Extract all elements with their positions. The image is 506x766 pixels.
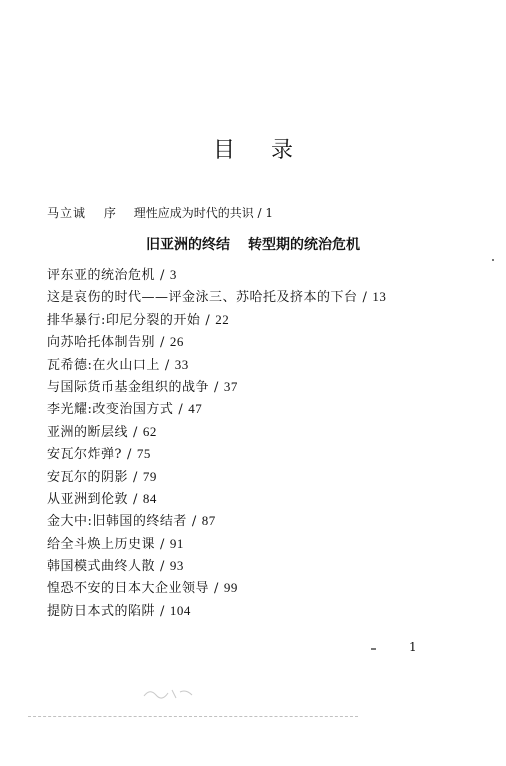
toc-entry-separator: / — [160, 536, 165, 552]
toc-entry-page: 3 — [169, 267, 177, 282]
section-heading-part-1: 旧亚洲的终结 — [146, 237, 230, 253]
toc-entry-separator: / — [133, 491, 138, 507]
toc-entry-page: 87 — [201, 513, 216, 529]
toc-entry-title: 提防日本式的陷阱 — [47, 603, 156, 619]
section-heading — [0, 234, 506, 254]
page-title-char-2: 录 — [271, 138, 294, 163]
scan-line — [28, 716, 358, 718]
toc-entry — [47, 466, 386, 488]
preface-entry — [47, 204, 273, 221]
toc-entry-page: 93 — [169, 558, 184, 574]
toc-entry-separator: / — [126, 447, 132, 463]
toc-entry-page: 91 — [169, 535, 184, 551]
toc-entry-separator: / — [133, 424, 138, 440]
toc-entry-page: 99 — [223, 580, 238, 596]
toc-entry-separator: / — [214, 379, 219, 395]
toc-entry — [47, 577, 386, 599]
toc-entry-title: 惶恐不安的日本大企业领导 — [47, 581, 210, 597]
preface-page: 1 — [265, 206, 274, 220]
toc-entry-separator: / — [191, 514, 197, 530]
toc-entry-separator: / — [164, 357, 170, 373]
scan-speck — [492, 259, 494, 261]
toc-entry — [47, 421, 386, 443]
toc-entry-separator: / — [160, 603, 165, 619]
scan-speck — [371, 648, 376, 650]
toc-entry-title: 评东亚的统治危机 — [47, 268, 156, 283]
toc-entry-title: 亚洲的断层线 — [47, 424, 129, 440]
toc-entry — [47, 309, 386, 331]
preface-title: 理性应成为时代的共识 — [133, 206, 254, 220]
toc-entry — [47, 286, 386, 308]
toc-entry-separator: / — [205, 312, 211, 328]
toc-list — [47, 264, 386, 622]
toc-entry-page: 37 — [223, 378, 238, 394]
toc-entry-page: 13 — [372, 289, 387, 305]
toc-entry-separator: / — [160, 268, 165, 283]
toc-entry-page: 62 — [142, 423, 157, 439]
toc-entry-title: 金大中:旧韩国的终结者 — [47, 514, 187, 530]
toc-entry-page: 84 — [142, 490, 157, 506]
toc-entry-title: 向苏哈托体制告别 — [47, 335, 156, 351]
toc-entry-page: 104 — [169, 602, 191, 618]
toc-entry-page: 47 — [188, 401, 203, 417]
toc-entry — [47, 600, 386, 622]
toc-entry — [47, 354, 386, 376]
toc-entry-title: 从亚洲到伦敦 — [47, 491, 129, 507]
toc-entry-page: 26 — [169, 334, 184, 350]
toc-entry-title: 安瓦尔炸弹? — [47, 447, 122, 463]
page-title — [0, 133, 506, 164]
toc-entry-title: 安瓦尔的阴影 — [47, 469, 129, 485]
section-heading-part-2: 转型期的统治危机 — [248, 237, 360, 253]
toc-entry — [47, 510, 386, 532]
toc-entry — [47, 264, 386, 286]
toc-entry — [47, 533, 386, 555]
toc-entry-separator: / — [160, 559, 165, 575]
toc-entry-title: 排华暴行:印尼分裂的开始 — [47, 312, 201, 328]
toc-entry — [47, 331, 386, 353]
toc-entry-title: 李光耀:改变治国方式 — [47, 402, 174, 418]
toc-entry-page: 75 — [136, 446, 151, 462]
toc-entry-title: 韩国模式曲终人散 — [47, 559, 156, 575]
toc-entry-title: 给全斗焕上历史课 — [47, 536, 156, 552]
preface-separator: / — [257, 206, 262, 220]
toc-entry-separator: / — [133, 469, 138, 485]
scan-smudge — [140, 686, 196, 700]
toc-entry-title: 这是哀伤的时代——评金泳三、苏哈托及挤本的下台 — [47, 290, 358, 306]
toc-entry — [47, 555, 386, 577]
toc-entry-separator: / — [160, 335, 165, 351]
toc-entry-separator: / — [214, 581, 219, 597]
preface-author: 马立诚 — [47, 206, 87, 220]
page-number: 1 — [409, 640, 417, 654]
toc-entry-title: 与国际货币基金组织的战争 — [47, 379, 210, 395]
toc-entry-separator: / — [178, 402, 184, 418]
toc-entry — [47, 376, 386, 398]
toc-entry — [47, 488, 386, 510]
toc-entry-page: 22 — [215, 311, 230, 327]
toc-entry-page: 33 — [174, 356, 189, 372]
preface-label: 序 — [103, 206, 116, 220]
toc-entry-separator: / — [362, 290, 368, 306]
toc-entry-page: 79 — [142, 468, 157, 484]
toc-entry — [47, 398, 386, 420]
toc-entry-title: 瓦希德:在火山口上 — [47, 357, 160, 373]
toc-entry — [47, 443, 386, 465]
page-title-char-1: 目 — [212, 138, 235, 163]
